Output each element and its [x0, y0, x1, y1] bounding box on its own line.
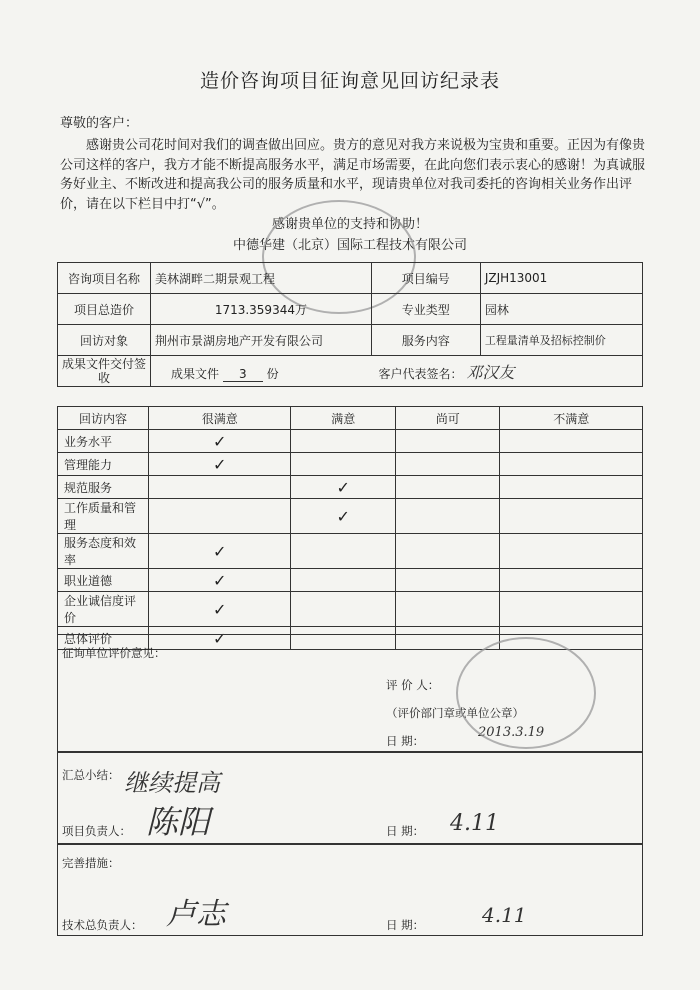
rating-cell[interactable] — [291, 499, 396, 534]
rating-cell[interactable] — [500, 476, 643, 499]
rating-cell[interactable] — [291, 534, 396, 569]
rating-cell[interactable] — [500, 592, 643, 627]
rating-item-label: 管理能力 — [58, 453, 149, 476]
rating-header-row — [58, 407, 643, 430]
check-mark-icon: ✓ — [213, 541, 227, 561]
check-mark-icon: ✓ — [213, 599, 227, 619]
delivery-count: 3 — [223, 367, 263, 382]
service-label: 服务内容 — [371, 325, 480, 356]
check-mark-icon: ✓ — [336, 506, 350, 526]
client-stamp — [456, 637, 596, 749]
rating-cell[interactable] — [291, 476, 396, 499]
rating-cell[interactable] — [395, 592, 500, 627]
rating-cell[interactable] — [395, 476, 500, 499]
manager-label: 项目负责人： — [62, 824, 131, 838]
rating-cell[interactable] — [291, 430, 396, 453]
rating-cell[interactable] — [149, 569, 291, 592]
service-content: 工程量清单及招标控制价 — [480, 325, 642, 356]
stamp-note: （评价部门章或单位公章） — [386, 706, 524, 720]
rating-cell[interactable] — [149, 476, 291, 499]
delivery-row — [151, 356, 643, 387]
check-mark-icon: ✓ — [213, 454, 227, 474]
improve-label: 完善措施： — [62, 856, 120, 870]
project-name: 美林湖畔二期景观工程 — [151, 263, 372, 294]
rating-cell[interactable] — [395, 534, 500, 569]
rating-row — [58, 430, 643, 453]
tech-manager-label: 技术总负责人： — [62, 918, 143, 932]
tech-manager-signature: 卢志 — [166, 897, 226, 932]
rating-cell[interactable] — [500, 534, 643, 569]
improve-date: 4.11 — [482, 903, 527, 927]
rating-cell[interactable] — [291, 453, 396, 476]
rating-cell[interactable] — [291, 569, 396, 592]
specialty: 园林 — [480, 294, 642, 325]
rating-cell[interactable] — [149, 430, 291, 453]
delivery-prefix: 成果文件 — [171, 366, 220, 381]
improve-date-label: 日 期： — [386, 918, 425, 932]
improvement-section — [57, 844, 643, 936]
rating-cell[interactable] — [500, 430, 643, 453]
rating-item-label: 企业诚信度评价 — [58, 592, 149, 627]
rating-cell[interactable] — [395, 499, 500, 534]
rating-cell[interactable] — [291, 592, 396, 627]
project-info-table — [57, 262, 643, 387]
rating-cell[interactable] — [149, 453, 291, 476]
check-mark-icon: ✓ — [213, 628, 227, 648]
rating-header: 很满意 — [149, 407, 291, 430]
rating-header: 不满意 — [500, 407, 643, 430]
rating-cell[interactable] — [395, 453, 500, 476]
rating-item-label: 职业道德 — [58, 569, 149, 592]
opinion-date-label: 日 期： — [386, 734, 425, 748]
rating-header: 尚可 — [395, 407, 500, 430]
rating-header: 回访内容 — [58, 407, 149, 430]
company-name: 中德华建（北京）国际工程技术有限公司 — [232, 238, 467, 253]
rating-header: 满意 — [291, 407, 396, 430]
rating-row — [58, 534, 643, 569]
rating-row — [58, 499, 643, 534]
rating-cell[interactable] — [500, 453, 643, 476]
rating-table — [57, 406, 643, 650]
delivery-unit: 份 — [266, 366, 279, 381]
rating-row — [58, 453, 643, 476]
summary-label: 汇总小结： — [62, 768, 120, 782]
intro-paragraph: 感谢贵公司花时间对我们的调查做出回应。贵方的意见对我方来说极为宝贵和重要。正因为有像贵公司这样的客户，我方才能不断提高服务水平，满足市场需要，在此向您们表示衷心的感谢！为真诚服务好业主、不断改进和提高我公司的服务质量和水平，现请贵单位对我司委托的咨询相关业务作出评价，请在以下栏目中打“√”。 — [60, 138, 646, 212]
rating-row — [58, 569, 643, 592]
opinion-section — [57, 634, 643, 752]
rep-signature: 邓汉友 — [466, 362, 515, 382]
specialty-label: 专业类型 — [371, 294, 480, 325]
thanks-line: 感谢贵单位的支持和协助！ — [271, 217, 428, 232]
rating-cell[interactable] — [395, 569, 500, 592]
evaluator-label: 评 价 人： — [386, 678, 440, 692]
rating-item-label: 业务水平 — [58, 430, 149, 453]
rating-item-label: 工作质量和管理 — [58, 499, 149, 534]
greeting: 尊敬的客户： — [60, 116, 139, 131]
page-title: 造价咨询项目征询意见回访纪录表 — [199, 70, 500, 92]
project-no-label: 项目编号 — [371, 263, 480, 294]
rating-cell[interactable] — [395, 430, 500, 453]
rating-cell[interactable] — [149, 499, 291, 534]
rating-item-label: 服务态度和效率 — [58, 534, 149, 569]
rating-cell[interactable] — [149, 592, 291, 627]
rating-item-label: 总体评价 — [58, 627, 149, 650]
rating-cell[interactable] — [500, 569, 643, 592]
summary-text: 继续提高 — [124, 769, 220, 797]
project-name-label: 咨询项目名称 — [58, 263, 151, 294]
rating-item-label: 规范服务 — [58, 476, 149, 499]
manager-signature: 陈阳 — [146, 803, 211, 841]
rating-cell[interactable] — [149, 534, 291, 569]
opinion-label: 征询单位评价意见： — [62, 646, 166, 660]
delivery-label: 成果文件交付签收 — [58, 356, 151, 387]
summary-date: 4.11 — [450, 811, 499, 836]
rating-row — [58, 476, 643, 499]
check-mark-icon: ✓ — [213, 431, 227, 451]
summary-section — [57, 752, 643, 844]
total-cost: 1713.359344万 — [151, 294, 372, 325]
rating-cell[interactable] — [500, 499, 643, 534]
summary-date-label: 日 期： — [386, 824, 425, 838]
total-cost-label: 项目总造价 — [58, 294, 151, 325]
rating-row — [58, 592, 643, 627]
opinion-date: 2013.3.19 — [478, 725, 545, 740]
rep-label: 客户代表签名： — [378, 366, 463, 381]
check-mark-icon: ✓ — [336, 477, 350, 497]
client-label: 回访对象 — [58, 325, 151, 356]
check-mark-icon: ✓ — [213, 570, 227, 590]
client-name: 荆州市景湖房地产开发有限公司 — [151, 325, 372, 356]
project-no: JZJH13001 — [480, 263, 642, 294]
